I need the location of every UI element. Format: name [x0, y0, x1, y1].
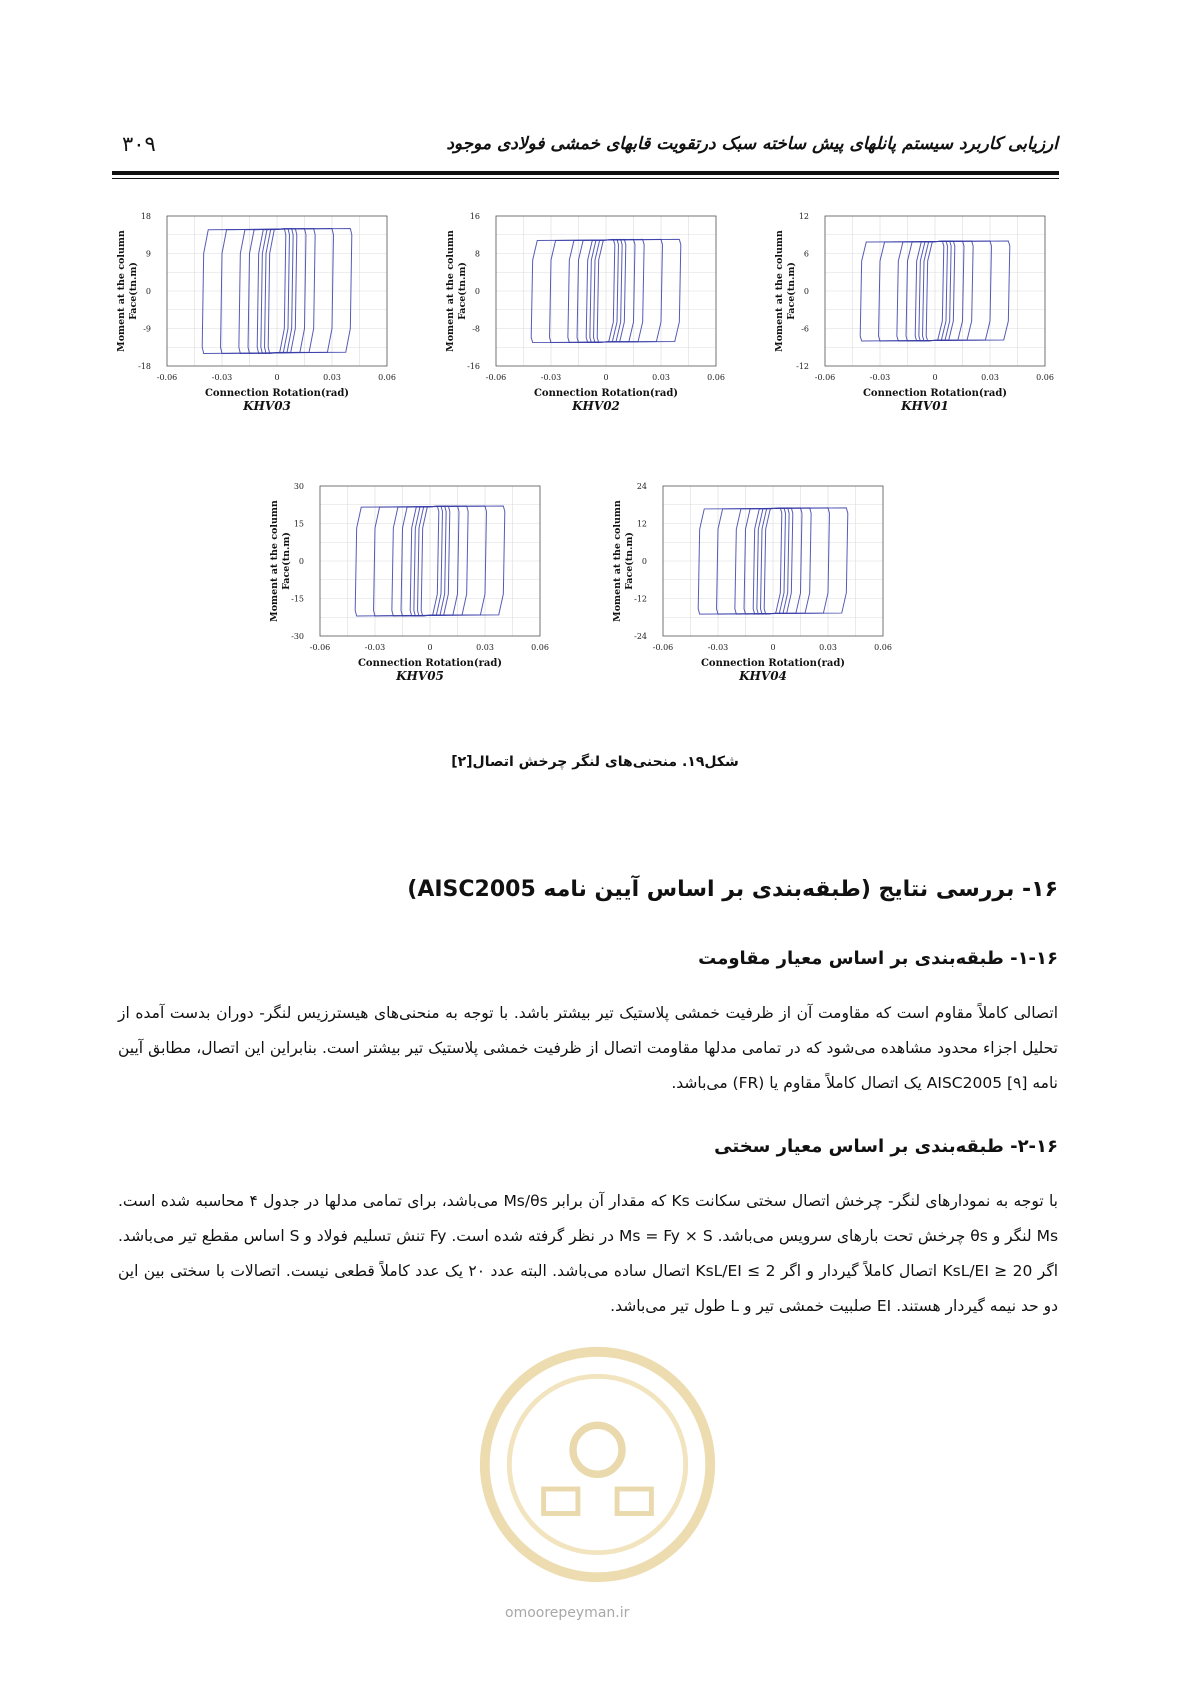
y-axis-label-line1: Moment at the column — [116, 230, 127, 352]
x-tick-label: -0.06 — [814, 373, 836, 382]
header-rule-thin — [112, 178, 1059, 179]
x-tick-label: 0.03 — [819, 643, 837, 652]
x-axis-label: Connection Rotation(rad) — [533, 388, 679, 399]
x-tick-label: -0.03 — [707, 643, 729, 652]
x-axis-label: Connection Rotation(rad) — [862, 388, 1008, 399]
x-tick-label: -0.03 — [211, 373, 233, 382]
x-tick-label: 0 — [603, 373, 609, 382]
y-tick-label: -8 — [472, 324, 480, 334]
x-tick-label: 0.06 — [874, 643, 892, 652]
specimen-label: KHV02 — [572, 399, 620, 413]
y-tick-label: 12 — [636, 519, 647, 529]
y-axis-label-line1: Moment at the column — [445, 230, 456, 352]
x-tick-label: 0 — [770, 643, 776, 652]
specimen-label: KHV03 — [243, 399, 291, 413]
x-tick-label: -0.06 — [309, 643, 331, 652]
x-tick-label: -0.06 — [652, 643, 674, 652]
plot-svg — [608, 478, 893, 718]
y-axis-label-line1: Moment at the column — [269, 500, 280, 622]
paragraph-strength: اتصالی کاملاً مقاوم است که مقاومت آن از ظرفیت خمشی پلاستیک تیر بیشتر باشد. با توجه به منحنی‌های هیسترزیس لنگر- دوران بدست آمده از تحلیل اجزاء محدود مشاهده می‌شود که در تمامی مدلها مقاومت اتصال از ظرفیت خمشی پلاستیک تیر بیشتر است. بنابراین این اتصال، مطابق آیین نامه AISC2005 [۹] یک اتصال کاملاً مقاوم یا (FR) می‌باشد. — [118, 1004, 1058, 1092]
x-axis-label: Connection Rotation(rad) — [700, 658, 846, 669]
y-axis-label-line2: Face(tn.m) — [128, 262, 139, 320]
plot-svg — [441, 208, 726, 448]
x-tick-label: 0.06 — [378, 373, 396, 382]
x-tick-label: 0 — [274, 373, 280, 382]
specimen-label: KHV01 — [901, 399, 949, 413]
hysteresis-plot-khv05 — [265, 478, 550, 718]
page-number: ۳۰۹ — [122, 132, 156, 156]
x-tick-label: -0.03 — [540, 373, 562, 382]
header-rule-thick — [112, 171, 1059, 175]
y-axis-label-line1: Moment at the column — [774, 230, 785, 352]
y-tick-label: -24 — [634, 632, 647, 641]
y-tick-label: 0 — [641, 557, 647, 566]
plot-svg — [265, 478, 550, 718]
x-tick-label: -0.03 — [364, 643, 386, 652]
x-tick-label: -0.03 — [869, 373, 891, 382]
y-tick-label: -15 — [291, 594, 304, 604]
section-heading: ۱۶- بررسی نتایج (طبقه‌بندی بر اساس آیین نامه AISC2005) — [407, 877, 1058, 902]
y-tick-label: 15 — [293, 519, 304, 529]
y-tick-label: 0 — [803, 287, 809, 296]
x-tick-label: 0.03 — [476, 643, 494, 652]
x-tick-label: 0 — [932, 373, 938, 382]
y-axis-label-line1: Moment at the column — [612, 500, 623, 622]
x-tick-label: 0.03 — [652, 373, 670, 382]
plot-svg — [770, 208, 1055, 448]
specimen-label: KHV04 — [739, 669, 787, 683]
y-axis-label-line2: Face(tn.m) — [786, 262, 797, 320]
y-tick-label: 12 — [798, 212, 809, 221]
x-tick-label: -0.06 — [485, 373, 507, 382]
y-tick-label: 30 — [293, 482, 304, 491]
figure-caption: شکل۱۹. منحنی‌های لنگر چرخش اتصال[۲] — [451, 754, 739, 770]
y-axis-label-line2: Face(tn.m) — [281, 532, 292, 590]
y-tick-label: -30 — [291, 632, 304, 641]
running-title: ارزیابی کاربرد سیستم پانلهای پیش ساخته سبک درتقویت قابهای خمشی فولادی موجود — [446, 134, 1058, 154]
y-tick-label: 9 — [145, 249, 151, 259]
watermark-text: omoorepeyman.ir — [505, 1605, 630, 1621]
specimen-label: KHV05 — [396, 669, 444, 683]
x-tick-label: 0.06 — [531, 643, 549, 652]
x-axis-label: Connection Rotation(rad) — [357, 658, 503, 669]
watermark-seal-icon — [475, 1342, 720, 1587]
y-tick-label: -12 — [796, 362, 809, 371]
y-tick-label: 0 — [298, 557, 304, 566]
y-tick-label: -6 — [801, 324, 809, 334]
subsection-heading-stiffness: ۲-۱۶- طبقه‌بندی بر اساس معیار سختی — [714, 1136, 1058, 1157]
hysteresis-plot-khv04 — [608, 478, 893, 718]
y-tick-label: -16 — [467, 362, 480, 371]
y-tick-label: -18 — [138, 362, 151, 371]
x-tick-label: 0.03 — [981, 373, 999, 382]
y-tick-label: -12 — [634, 594, 647, 604]
x-axis-label: Connection Rotation(rad) — [204, 388, 350, 399]
y-tick-label: 0 — [145, 287, 151, 296]
x-tick-label: 0.03 — [323, 373, 341, 382]
y-tick-label: 6 — [803, 249, 809, 259]
y-tick-label: 18 — [140, 212, 151, 221]
plot-svg — [112, 208, 397, 448]
x-tick-label: -0.06 — [156, 373, 178, 382]
subsection-heading-strength: ۱-۱۶- طبقه‌بندی بر اساس معیار مقاومت — [698, 948, 1058, 969]
y-tick-label: -9 — [143, 324, 151, 334]
hysteresis-plot-khv03 — [112, 208, 397, 448]
hysteresis-plot-khv01 — [770, 208, 1055, 448]
y-tick-label: 0 — [474, 287, 480, 296]
y-tick-label: 24 — [636, 482, 647, 491]
paragraph-stiffness: با توجه به نمودارهای لنگر- چرخش اتصال سختی سکانت Ks که مقدار آن برابر Ms/θs می‌باشد، برای تمامی مدلها در جدول ۴ محاسبه شده است. Ms لنگر و θs چرخش تحت بارهای سرویس می‌باشد. Ms = Fy × S در نظر گرفته شده است. Fy تنش تسلیم فولاد و S اساس مقطع تیر می‌باشد. اگر KsL/EI ≥ 20 اتصال کاملاً گیردار و اگر KsL/EI ≤ 2 اتصال ساده می‌باشد. البته عدد ۲۰ یک عدد کاملاً قطعی نیست. اتصالات با سختی بین این دو حد نیمه گیردار هستند. EI صلبیت خمشی تیر و L طول تیر می‌باشد. — [118, 1192, 1059, 1315]
y-axis-label-line2: Face(tn.m) — [624, 532, 635, 590]
y-tick-label: 8 — [474, 249, 480, 259]
y-tick-label: 16 — [469, 212, 480, 221]
x-tick-label: 0 — [427, 643, 433, 652]
x-tick-label: 0.06 — [707, 373, 725, 382]
hysteresis-plot-khv02 — [441, 208, 726, 448]
y-axis-label-line2: Face(tn.m) — [457, 262, 468, 320]
x-tick-label: 0.06 — [1036, 373, 1054, 382]
